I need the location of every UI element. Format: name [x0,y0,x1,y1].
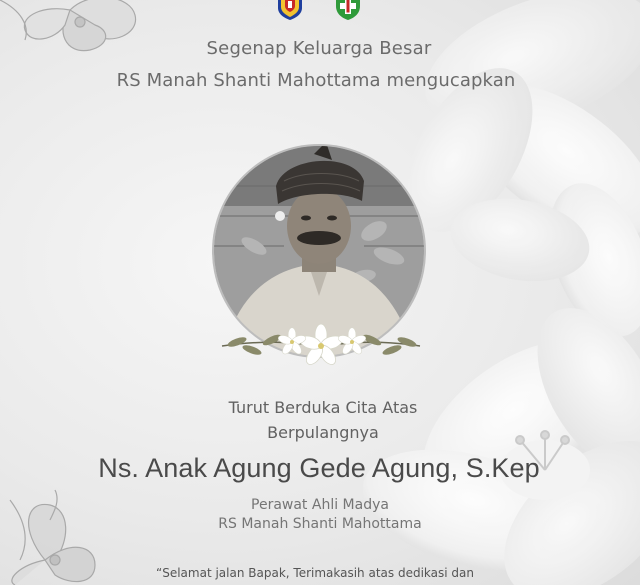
condolence-line-1: Turut Berduka Cita Atas [228,398,418,417]
deceased-role: Perawat Ahli Madya [251,497,389,513]
hospital-logo-icon [334,0,362,20]
regional-emblem-icon [276,0,304,20]
condolence-line-2: Berpulangnya [267,423,379,442]
intro-line-1: Segenap Keluarga Besar [206,38,432,59]
deceased-institution: RS Manah Shanti Mahottama [218,516,422,532]
farewell-quote: “Selamat jalan Bapak, Terimakasih atas dedikasi dan [156,566,474,580]
deceased-name: Ns. Anak Agung Gede Agung, S.Kep [98,453,540,483]
logo-row [272,0,382,22]
flower-wreath [212,306,430,376]
intro-line-2: RS Manah Shanti Mahottama mengucapkan [116,70,516,91]
